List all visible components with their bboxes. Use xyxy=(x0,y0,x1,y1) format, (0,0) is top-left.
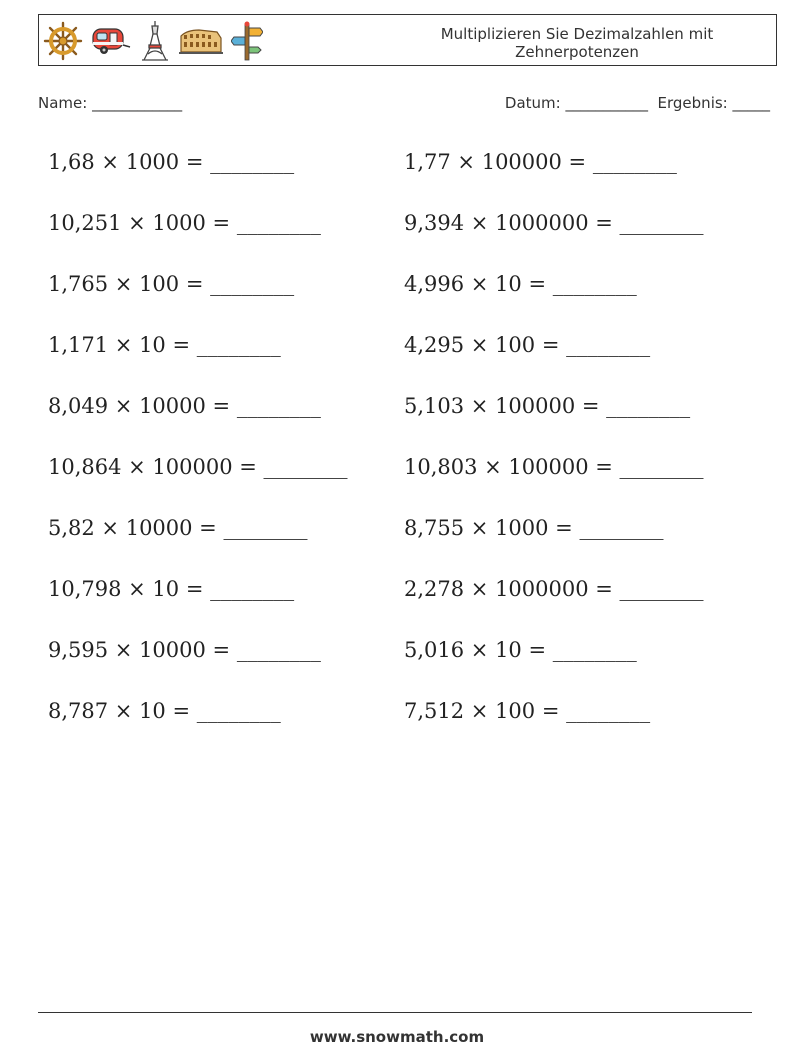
problem-13: 5,82 × 10000 = ________ xyxy=(48,516,308,540)
caravan-icon xyxy=(91,25,131,57)
result-field: Ergebnis: _____ xyxy=(657,94,770,112)
worksheet-header xyxy=(38,14,777,66)
problem-20: 7,512 × 100 = ________ xyxy=(404,699,651,723)
problem-9: 8,049 × 10000 = ________ xyxy=(48,394,321,418)
problem-7: 1,171 × 10 = ________ xyxy=(48,333,281,357)
problem-18: 5,016 × 10 = ________ xyxy=(404,638,637,662)
signpost-icon xyxy=(231,20,263,62)
problem-15: 10,798 × 10 = ________ xyxy=(48,577,295,601)
footer-website[interactable]: www.snowmath.com xyxy=(309,1028,485,1046)
worksheet-title: Multiplizieren Sie Dezimalzahlen mit Zehnerpotenzen xyxy=(440,25,714,61)
header-icons xyxy=(43,21,263,61)
problem-1: 1,68 × 1000 = ________ xyxy=(48,150,295,174)
date-result-fields xyxy=(505,94,770,112)
ship-wheel-icon xyxy=(43,21,83,61)
problem-14: 8,755 × 1000 = ________ xyxy=(404,516,664,540)
problem-19: 8,787 × 10 = ________ xyxy=(48,699,281,723)
date-field: Datum: ___________ xyxy=(504,94,648,112)
footer-divider xyxy=(38,1012,752,1013)
problem-10: 5,103 × 100000 = ________ xyxy=(404,394,691,418)
problem-3: 10,251 × 1000 = ________ xyxy=(48,211,321,235)
problem-8: 4,295 × 100 = ________ xyxy=(404,333,651,357)
problem-5: 1,765 × 100 = ________ xyxy=(48,272,295,296)
problem-16: 2,278 × 1000000 = ________ xyxy=(404,577,704,601)
name-field: Name: ____________ xyxy=(38,94,183,112)
eiffel-tower-icon xyxy=(139,20,171,62)
problem-6: 4,996 × 10 = ________ xyxy=(404,272,637,296)
problem-17: 9,595 × 10000 = ________ xyxy=(48,638,321,662)
problem-2: 1,77 × 100000 = ________ xyxy=(404,150,677,174)
problem-11: 10,864 × 100000 = ________ xyxy=(48,455,348,479)
problem-4: 9,394 × 1000000 = ________ xyxy=(404,211,704,235)
colosseum-icon xyxy=(179,26,223,56)
problem-12: 10,803 × 100000 = ________ xyxy=(404,455,704,479)
